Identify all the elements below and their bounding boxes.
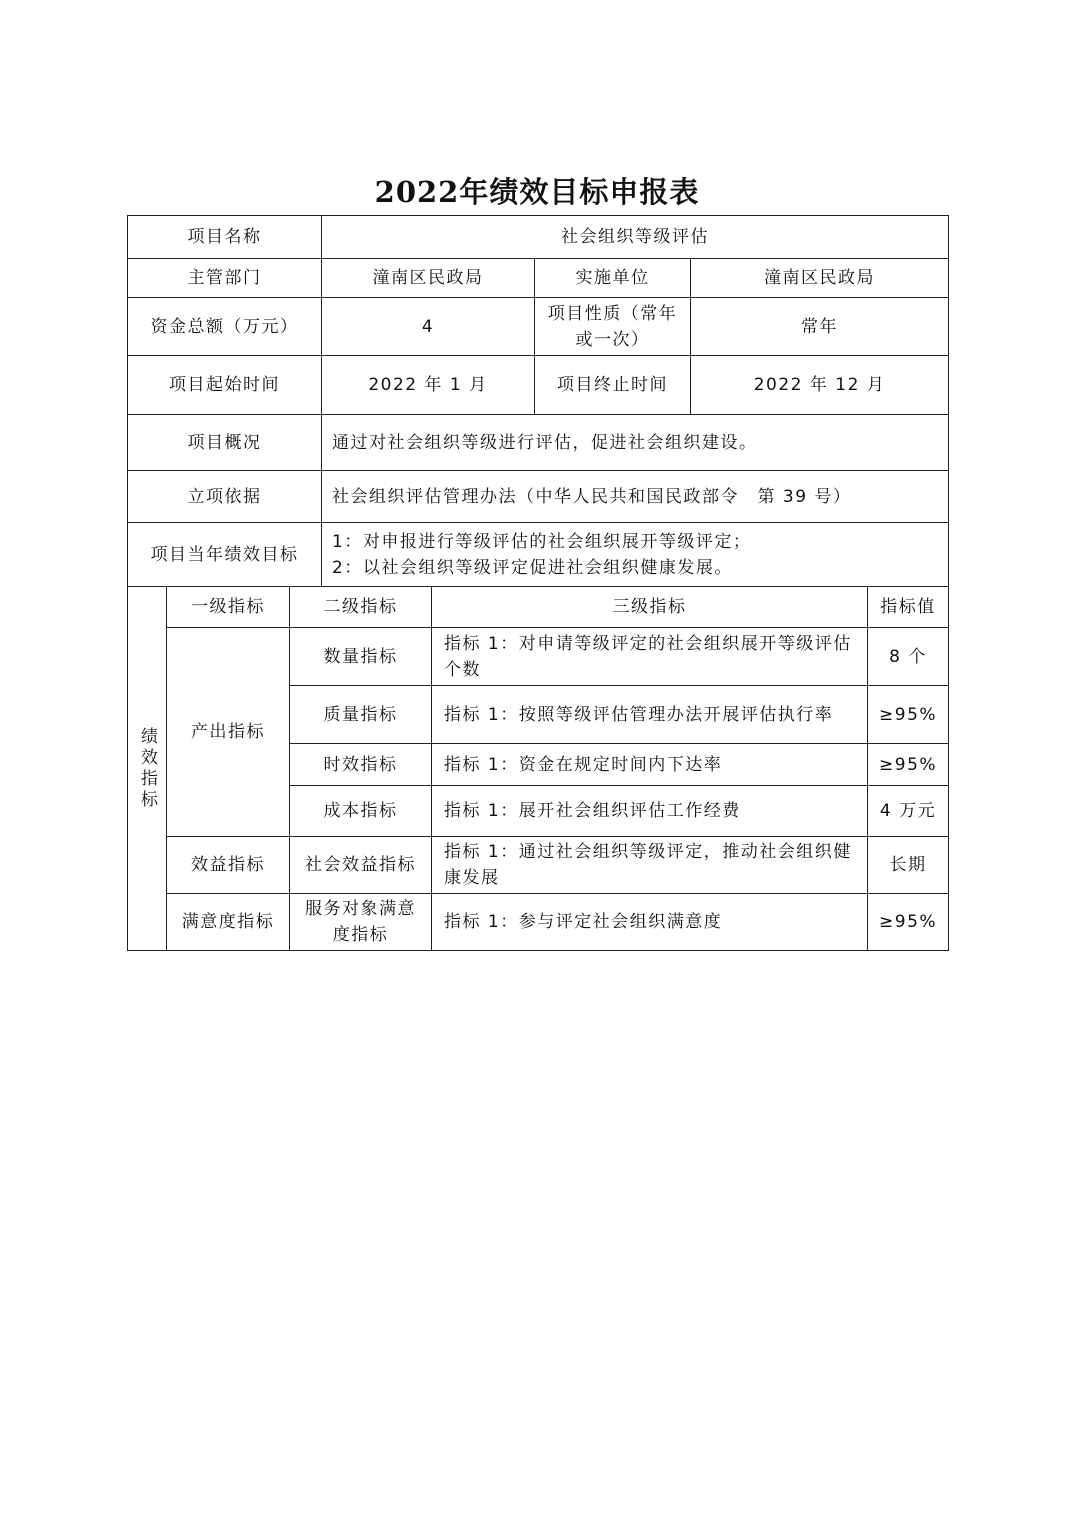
level2-cell: 服务对象满意度指标 <box>290 894 432 951</box>
header-level3: 三级指标 <box>432 587 868 628</box>
benefit-indicator-label: 效益指标 <box>167 837 290 894</box>
start-label: 项目起始时间 <box>128 356 322 415</box>
level3-cell: 指标 1：展开社会组织评估工作经费 <box>432 786 868 837</box>
output-indicator-label: 产出指标 <box>167 628 290 837</box>
funds-label: 资金总额（万元） <box>128 298 322 356</box>
level2-cell: 数量指标 <box>290 628 432 686</box>
indicator-header-row <box>128 587 949 628</box>
row-funds <box>128 298 949 356</box>
row-time <box>128 356 949 415</box>
impl-label: 实施单位 <box>535 259 691 298</box>
level3-cell: 指标 1：参与评定社会组织满意度 <box>432 894 868 951</box>
level2-cell: 质量指标 <box>290 686 432 744</box>
value-cell: 4 万元 <box>868 786 949 837</box>
value-cell: ≥95% <box>868 744 949 786</box>
page-title: 2022年绩效目标申报表 <box>374 175 700 209</box>
dept-value: 潼南区民政局 <box>322 259 535 298</box>
level3-cell: 指标 1：按照等级评估管理办法开展评估执行率 <box>432 686 868 744</box>
section-label-cell <box>128 587 167 951</box>
overview-label: 项目概况 <box>128 415 322 471</box>
level3-cell: 指标 1：通过社会组织等级评定，推动社会组织健康发展 <box>432 837 868 894</box>
table-row <box>128 894 949 951</box>
nature-label: 项目性质（常年或一次） <box>535 298 691 356</box>
value-cell: 8 个 <box>868 628 949 686</box>
project-name-value: 社会组织等级评估 <box>322 216 949 259</box>
header-level2: 二级指标 <box>290 587 432 628</box>
overview-value: 通过对社会组织等级进行评估，促进社会组织建设。 <box>322 415 949 471</box>
section-label: 绩效指标 <box>137 726 157 811</box>
end-label: 项目终止时间 <box>535 356 691 415</box>
value-cell: ≥95% <box>868 686 949 744</box>
level2-cell: 成本指标 <box>290 786 432 837</box>
end-value: 2022 年 12 月 <box>691 356 949 415</box>
goal-value <box>322 523 949 587</box>
row-basis <box>128 471 949 523</box>
level2-cell: 社会效益指标 <box>290 837 432 894</box>
goal-line-2: 2：以社会组织等级评定促进社会组织健康发展。 <box>332 557 733 578</box>
performance-form-table <box>127 215 949 951</box>
project-name-label: 项目名称 <box>128 216 322 259</box>
basis-value: 社会组织评估管理办法（中华人民共和国民政部令 第 39 号） <box>322 471 949 523</box>
basis-label: 立项依据 <box>128 471 322 523</box>
funds-value: 4 <box>322 298 535 356</box>
satisfaction-indicator-label: 满意度指标 <box>167 894 290 951</box>
nature-value: 常年 <box>691 298 949 356</box>
goal-line-1: 1：对申报进行等级评估的社会组织展开等级评定； <box>332 531 752 552</box>
row-overview <box>128 415 949 471</box>
value-cell: 长期 <box>868 837 949 894</box>
row-department <box>128 259 949 298</box>
level3-cell: 指标 1：资金在规定时间内下达率 <box>432 744 868 786</box>
header-value: 指标值 <box>868 587 949 628</box>
table-row <box>128 837 949 894</box>
start-value: 2022 年 1 月 <box>322 356 535 415</box>
value-cell: ≥95% <box>868 894 949 951</box>
header-level1: 一级指标 <box>167 587 290 628</box>
row-project-name <box>128 216 949 259</box>
level3-cell: 指标 1：对申请等级评定的社会组织展开等级评估个数 <box>432 628 868 686</box>
row-goal <box>128 523 949 587</box>
goal-label: 项目当年绩效目标 <box>128 523 322 587</box>
impl-value: 潼南区民政局 <box>691 259 949 298</box>
level2-cell: 时效指标 <box>290 744 432 786</box>
table-row <box>128 628 949 686</box>
dept-label: 主管部门 <box>128 259 322 298</box>
